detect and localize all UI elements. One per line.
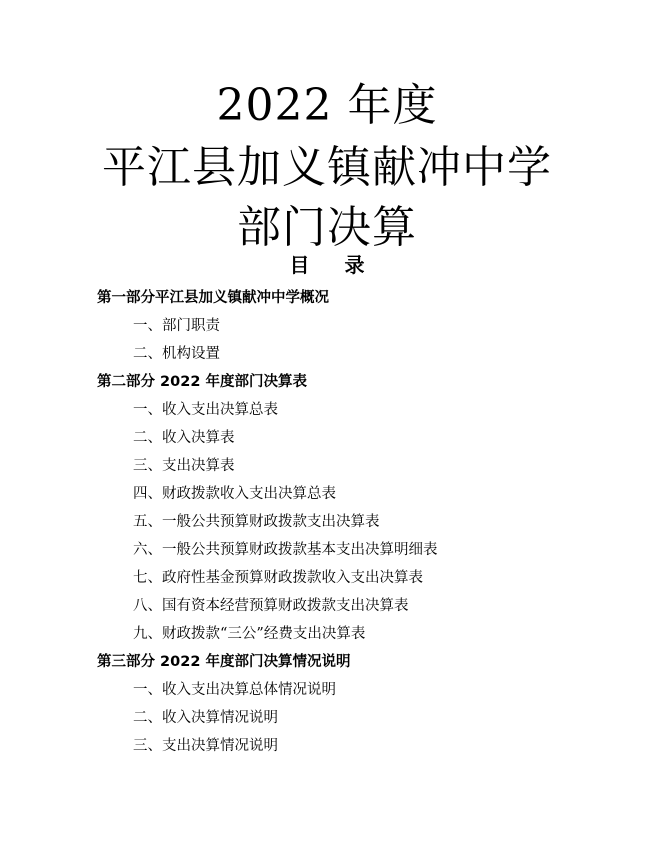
toc-item[interactable]: 一、收入支出决算总体情况说明: [133, 682, 336, 698]
toc-item[interactable]: 二、机构设置: [133, 346, 220, 362]
toc-item[interactable]: 四、财政拨款收入支出决算总表: [133, 486, 336, 502]
toc-item[interactable]: 二、收入决算情况说明: [133, 710, 278, 726]
toc-part-2[interactable]: 第二部分 2022 年度部门决算表: [97, 374, 307, 390]
toc-item[interactable]: 二、收入决算表: [133, 430, 235, 446]
toc-part-3[interactable]: 第三部分 2022 年度部门决算情况说明: [97, 654, 351, 670]
toc-item[interactable]: 九、财政拨款“三公”经费支出决算表: [133, 626, 366, 642]
toc-item[interactable]: 八、国有资本经营预算财政拨款支出决算表: [133, 598, 409, 614]
toc-item[interactable]: 三、支出决算表: [133, 458, 235, 474]
toc-item[interactable]: 三、支出决算情况说明: [133, 738, 278, 754]
document-title-subject: 部门决算: [237, 202, 417, 253]
toc-item[interactable]: 六、一般公共预算财政拨款基本支出决算明细表: [133, 542, 438, 558]
document-title-year: 2022 年度: [216, 80, 438, 131]
toc-part-1[interactable]: 第一部分平江县加义镇献冲中学概况: [97, 290, 329, 306]
toc-item[interactable]: 一、收入支出决算总表: [133, 402, 278, 418]
toc-item[interactable]: 一、部门职责: [133, 318, 220, 334]
toc-item[interactable]: 七、政府性基金预算财政拨款收入支出决算表: [133, 570, 423, 586]
document-title-organization: 平江县加义镇献冲中学: [102, 142, 552, 193]
toc-item[interactable]: 五、一般公共预算财政拨款支出决算表: [133, 514, 380, 530]
toc-heading: 目 录: [289, 253, 379, 277]
